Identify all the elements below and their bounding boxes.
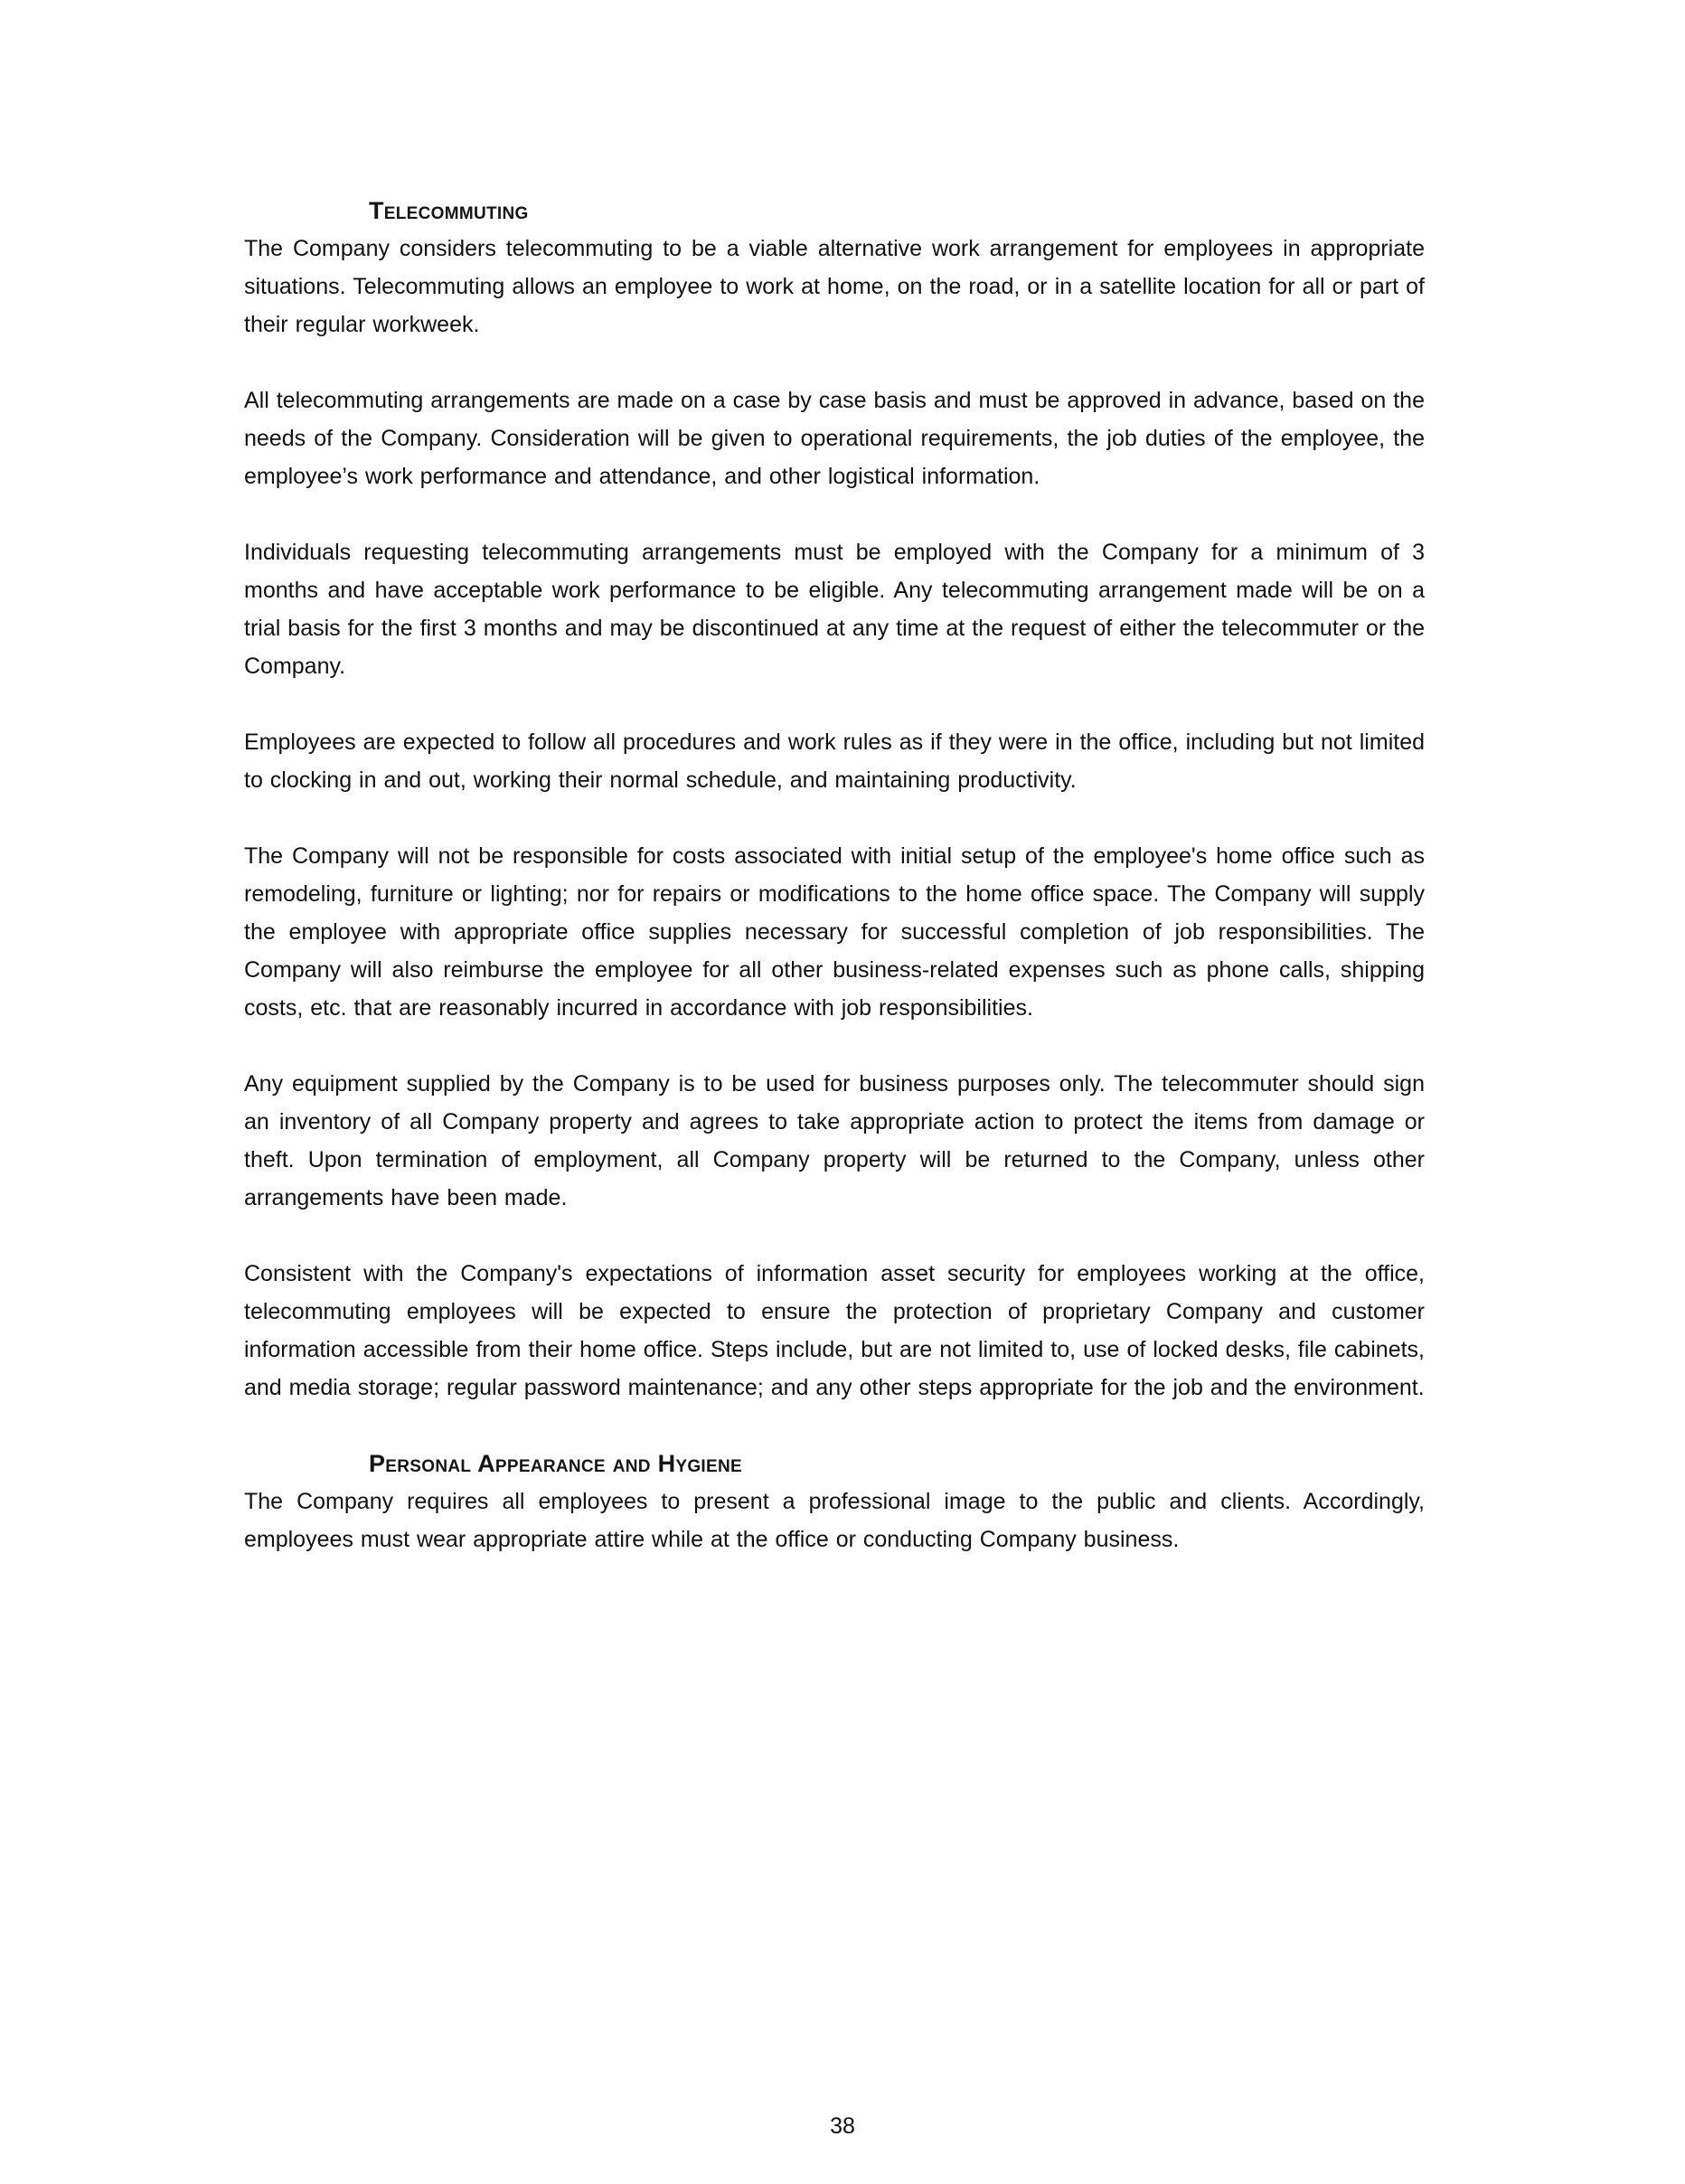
section-heading-telecommuting: Telecommuting — [369, 197, 529, 224]
personal-appearance-paragraph-1: The Company requires all employees to present a professional image to the public and clients. Accordingly, employees must wear appropriate attire while at the office or conducting Company business. — [244, 1489, 1425, 1552]
telecommuting-paragraph-6: Any equipment supplied by the Company is to be used for business purposes only. The telecommuter should sign an inventory of all Company property and agrees to take appropriate action to protect the items from damage or theft. Upon termination of employment, all Company property will be returned to the Company, unless other arrangements have been made. — [244, 1071, 1425, 1210]
section-heading-personal-appearance-and-hygiene: Personal Appearance and Hygiene — [369, 1450, 742, 1477]
telecommuting-paragraph-4: Employees are expected to follow all procedures and work rules as if they were in the office, including but not limited to clocking in and out, working their normal schedule, and maintaining productivity. — [244, 730, 1425, 793]
telecommuting-paragraph-1: The Company considers telecommuting to be a viable alternative work arrangement for employees in appropriate situations. Telecommuting allows an employee to work at home, on the road, or in a satellite location for all or part of their regular workweek. — [244, 236, 1425, 337]
page-number: 38 — [830, 2113, 855, 2139]
telecommuting-paragraph-2: All telecommuting arrangements are made on a case by case basis and must be approved in advance, based on the needs of the Company. Consideration will be given to operational requirements, the job duties of the employee, the employee’s work performance and attendance, and other logistical information. — [244, 388, 1425, 489]
telecommuting-paragraph-3: Individuals requesting telecommuting arrangements must be employed with the Company for a minimum of 3 months and have acceptable work performance to be eligible. Any telecommuting arrangement made will be on a trial basis for the first 3 months and may be discontinued at any time at the request of either the telecommuter or the Company. — [244, 540, 1425, 679]
telecommuting-paragraph-5: The Company will not be responsible for costs associated with initial setup of the employee's home office such as remodeling, furniture or lighting; nor for repairs or modifications to the home office space. The Company will supply the employee with appropriate office supplies necessary for successful completion of job responsibilities. The Company will also reimburse the employee for all other business-related expenses such as phone calls, shipping costs, etc. that are reasonably incurred in accordance with job responsibilities. — [244, 843, 1425, 1021]
telecommuting-paragraph-7: Consistent with the Company's expectations of information asset security for employees working at the office, telecommuting employees will be expected to ensure the protection of proprietary Company and customer information accessible from their home office. Steps include, but are not limited to, use of locked desks, file cabinets, and media storage; regular password maintenance; and any other steps appropriate for the job and the environment. — [244, 1261, 1425, 1400]
page-footer — [0, 2113, 1685, 2140]
page-content — [244, 192, 1425, 1558]
